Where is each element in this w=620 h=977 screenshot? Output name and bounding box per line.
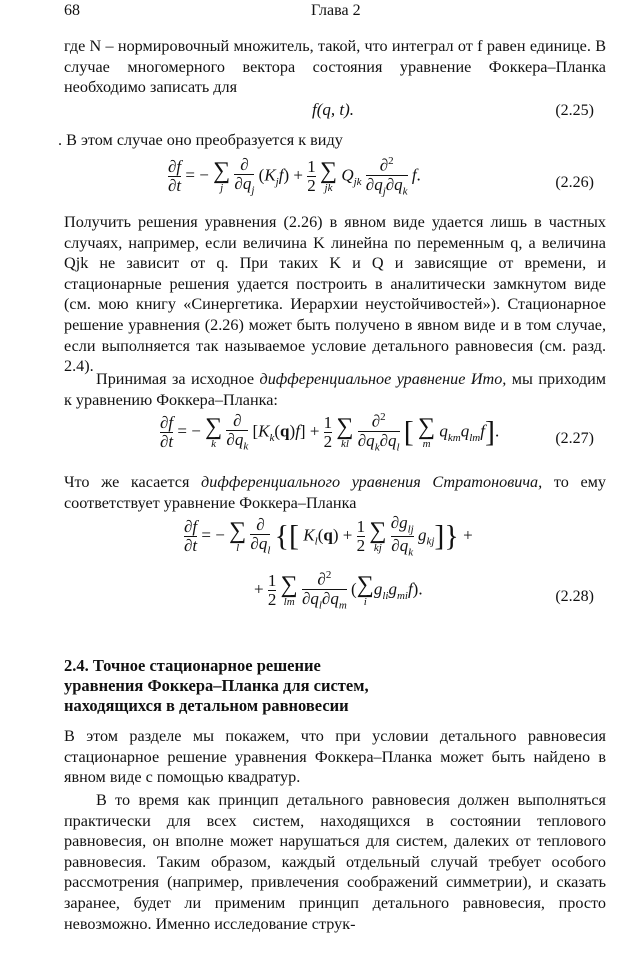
equation-2-28 — [64, 514, 606, 626]
paragraph-normalization: где N – нормировочный множитель, такой, что интеграл от f равен единице. В случае многомерного вектора состояния уравнение Фоккера–Планка необходимо записать для — [64, 37, 606, 97]
equation-2-25 — [64, 100, 606, 124]
equation-2-25-number: (2.25) — [555, 102, 594, 119]
equation-2-27-number: (2.27) — [555, 430, 594, 447]
equation-2-28-line1: $\frac{\partial f}{\partial t}$ = − ∑ l $\frac{\partial}{\partial q_l}$ {[ $K_l(q)$ + $\frac{1}{2}$ ∑ kj $\frac{\partial g_{lj}}{\partial q_k}$ $g_{kj}$]} + — [184, 513, 473, 559]
paragraph-detailed-balance: В этом разделе мы покажем, что при условии детального равновесия стационарное решение уравнения Фоккера–Планка может быть найдено в явном виде с помощью квадратур. — [64, 727, 606, 787]
section-heading-line3: находящихся в детальном равновесии — [64, 696, 349, 715]
paragraph-principle: В то время как принцип детального равновесия должен выполняться практически для всех систем, находящихся в состоянии теплового равновесия, он вполне может нарушаться для систем, далеких от теплового равновесия. Таким образом, каждый отдельный случай требует особого рассмотрения (например, привлечения соображений симметрии), и сказать заранее, будет ли применим принцип детального равновесия, просто невозможно. Именно исследование струк- — [64, 791, 606, 933]
equation-2-28-number: (2.28) — [555, 588, 594, 605]
equation-2-27 — [64, 412, 606, 468]
paragraph-ito: Принимая за исходное дифференциальное уравнение Ито, мы приходим к уравнению Фоккера–Планка: — [64, 370, 606, 409]
equation-2-26-expr: $\frac{\partial f}{\partial t}$ = − ∑ j $\frac{\partial}{\partial q_j}$ $(K_jf)$ + $\frac{1}{2}$ ∑ jk $Q_{jk}$ $\frac{\partial^2}{\partial q_j\partial q_k}$ f. — [168, 155, 421, 197]
running-header: Глава 2 — [311, 2, 361, 19]
equation-2-25-expr: f(q, t). — [312, 100, 355, 119]
paragraph-transform: . В этом случае оно преобразуется к виду — [58, 131, 343, 149]
paragraph-stratonovich: Что же касается дифференциального уравнения Стратоновича, то ему соответствует уравнение Фоккера–Планка — [64, 473, 606, 512]
equation-2-26 — [64, 156, 606, 210]
section-heading-line2: уравнения Фоккера–Планка для систем, — [64, 676, 369, 695]
page-number: 68 — [64, 2, 80, 19]
section-heading — [64, 656, 494, 716]
equation-2-28-line2: + $\frac{1}{2}$ ∑ lm $\frac{\partial^2}{\partial q_l\partial q_m}$ ( ∑ i $g_{li}g_{mi}f$). — [254, 569, 423, 611]
equation-2-26-number: (2.26) — [555, 174, 594, 191]
section-heading-line1: 2.4. Точное стационарное решение — [64, 656, 321, 675]
paragraph-solutions: Получить решения уравнения (2.26) в явном виде удается лишь в частных случаях, например, если величина K линейна по переменным q, а величина Qjk не зависит от q. При таких K и Q и зависящие от времени, и стационарные решения удается построить в аналитически замкнутом виде (см. мою книгу «Синергетика. Иерархии неустойчивостей»). Стационарное решение уравнения (2.26) может быть получено в явном виде и в том случае, если выполняется так называемое условие детального равновесия (см. разд. 2.4). — [64, 213, 606, 376]
equation-2-27-expr: $\frac{\partial f}{\partial t}$ = − ∑ k $\frac{\partial}{\partial q_k}$ $[K_k(q)f]$ + $\frac{1}{2}$ ∑ kl $\frac{\partial^2}{\partial q_k\partial q_l}$ [ ∑ m $q_{km}q_{lm}f$]. — [160, 411, 500, 453]
